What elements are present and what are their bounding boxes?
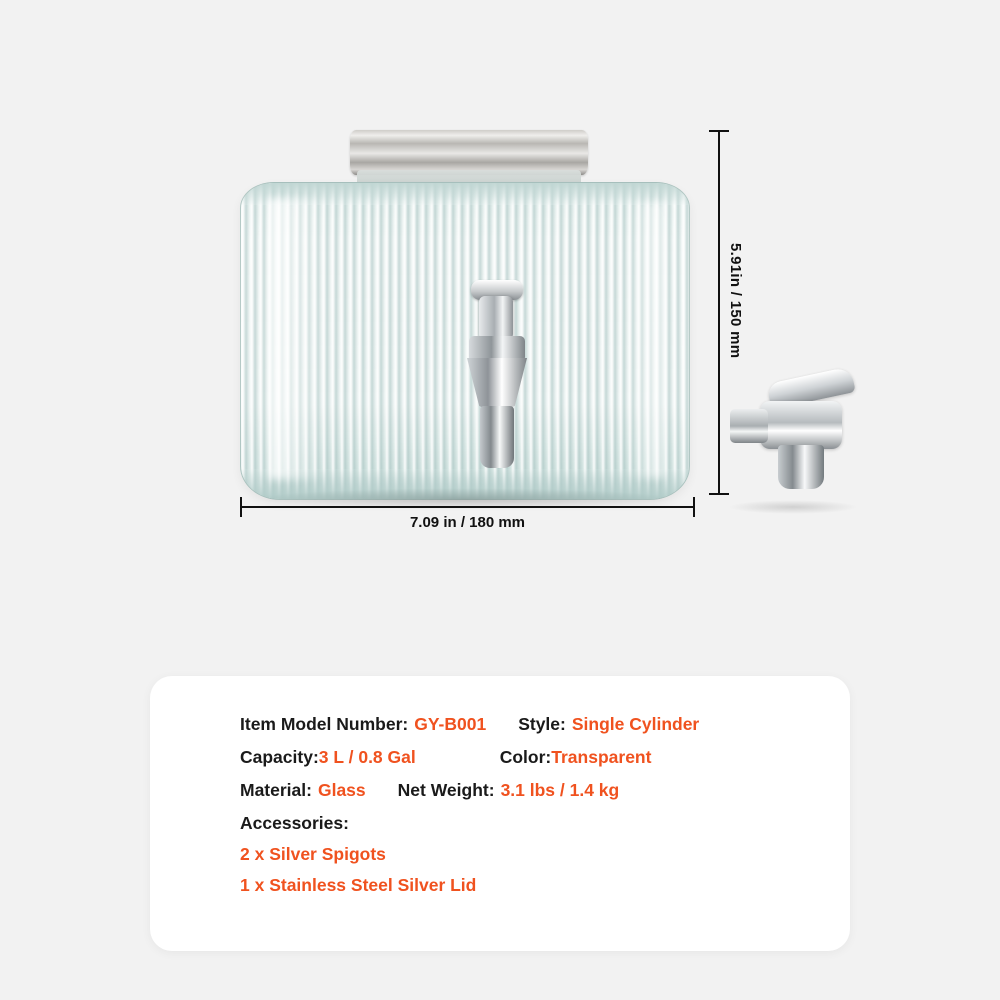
spec-value-material: Glass [317,780,366,800]
accessory-spigot-body [760,401,842,449]
accessory-item: 1 x Stainless Steel Silver Lid [240,875,477,895]
spec-pair-color [500,747,652,768]
spec-label-material: Material: [240,780,312,800]
accessory-item: 2 x Silver Spigots [240,844,386,864]
specification-card [150,676,850,951]
accessory-spigot [730,375,850,505]
spec-value-model: GY-B001 [414,714,487,734]
spec-pair-weight [398,780,620,801]
spec-row [240,714,850,735]
spec-value-color: Transparent [551,747,652,767]
height-dimension-line [718,130,720,495]
spigot-spout [480,406,514,468]
spec-label-weight: Net Weight: [397,780,495,800]
spec-pair-style [518,714,699,735]
jar-lid [350,130,588,175]
width-dimension-line [240,506,695,508]
accessory-spigot-shadow [728,500,858,514]
spec-label-color: Color: [499,747,552,767]
dimension-cap-top [709,130,729,132]
glass-highlight-left [269,199,323,479]
spec-label-model: Item Model Number: [240,714,409,734]
spec-label-capacity: Capacity: [240,747,319,767]
dimension-cap-bottom [709,493,729,495]
spec-row [240,747,850,768]
spec-value-style: Single Cylinder [571,714,700,734]
spigot-cone [467,358,527,410]
jar-spigot [457,280,537,465]
accessory-spigot-spout [778,445,824,489]
glass-highlight-right [629,203,663,478]
height-dimension-label: 5.91in / 150 mm [727,243,744,359]
width-dimension-label: 7.09 in / 180 mm [409,514,526,531]
glass-dispenser-jar [235,130,695,505]
accessory-spigot-nut [730,409,768,443]
accessories-label: Accessories: [240,813,349,833]
spigot-lever [479,296,513,340]
spec-value-capacity: 3 L / 0.8 Gal [318,747,416,767]
spec-value-weight: 3.1 lbs / 1.4 kg [500,780,620,800]
spec-label-style: Style: [518,714,566,734]
spec-row [240,780,850,801]
